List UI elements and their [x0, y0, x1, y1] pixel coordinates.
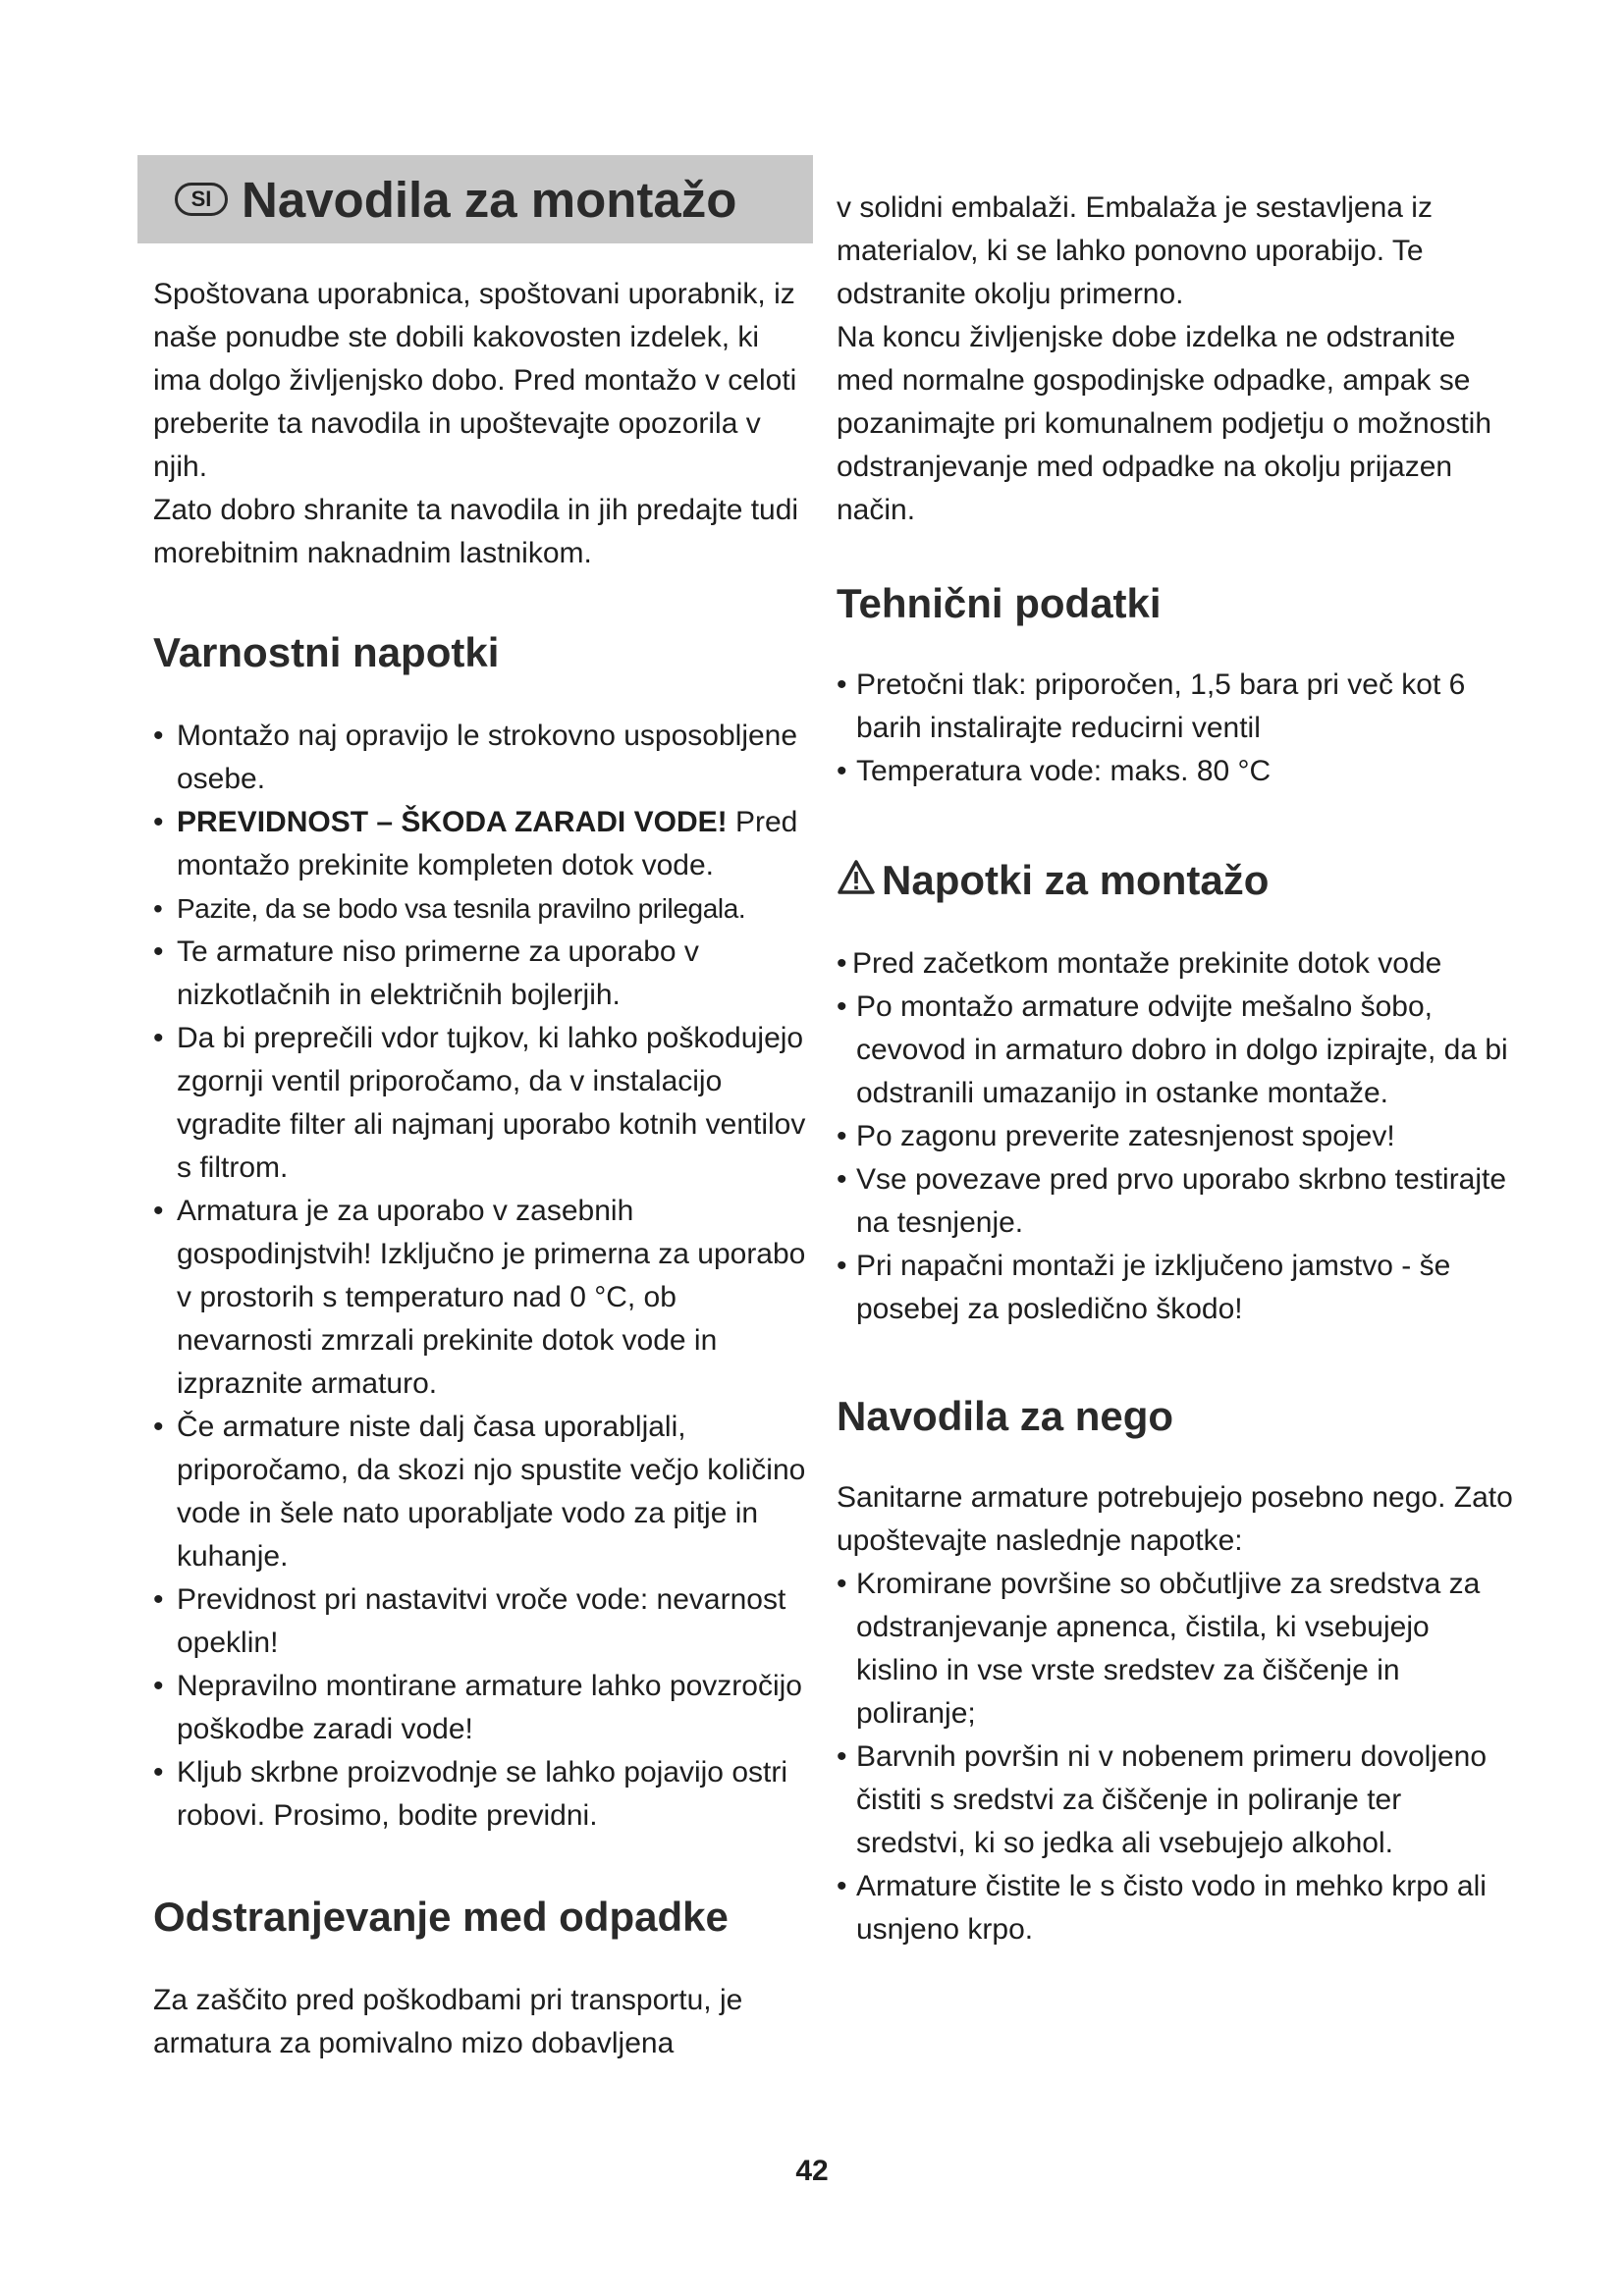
list-item: • Armature čistite le s čisto vodo in mehko krpo ali usnjeno krpo.	[837, 1870, 1487, 1946]
intro-paragraph: Zato dobro shranite ta navodila in jih predajte tudi morebitnim naknadnim lastnikom.	[153, 494, 799, 569]
list-item: • Vse povezave pred prvo uporabo skrbno testirajte na tesnjenje.	[837, 1163, 1507, 1239]
list-item: • PREVIDNOST – ŠKODA ZARADI VODE! Pred montažo prekinite kompleten dotok vode.	[153, 806, 798, 881]
mounting-heading: Napotki za montažo	[837, 856, 1514, 905]
title-banner	[137, 155, 813, 243]
left-column	[137, 155, 810, 2065]
safety-section	[137, 628, 810, 1838]
list-item: • Pred začetkom montaže prekinite dotok vode	[837, 947, 1442, 980]
list-item: • Te armature niso primerne za uporabo v nizkotlačnih in električnih bojlerjih.	[153, 935, 699, 1011]
disposal-heading: Odstranjevanje med odpadke	[153, 1894, 729, 1940]
intro-section	[137, 273, 810, 575]
intro-paragraph: Spoštovana uporabnica, spoštovani uporabnik, iz naše ponudbe ste dobili kakovosten izdelek, ki ima dolgo življenjsko dobo. Pred montažo v celoti preberite ta navodila in upoštevajte opozorila v njih.	[153, 278, 797, 483]
disposal-paragraph: Za zaščito pred poškodbami pri transportu, je armatura za pomivalno mizo dobavljena	[153, 1984, 743, 2059]
right-column	[837, 187, 1514, 1951]
list-item: • Po zagonu preverite zatesnjenost spojev!	[837, 1120, 1395, 1152]
list-item: • Kljub skrbne proizvodnje se lahko pojavijo ostri robovi. Prosimo, bodite previdni.	[153, 1756, 788, 1832]
list-item: • Previdnost pri nastavitvi vroče vode: nevarnost opeklin!	[153, 1583, 786, 1659]
page-number: 42	[795, 2155, 829, 2187]
care-heading: Navodila za nego	[837, 1393, 1174, 1439]
list-item: • Armatura je za uporabo v zasebnih gospodinjstvih! Izključno je primerna za uporabo v prostorih s temperaturo nad 0 °C, ob nevarnosti zmrzali prekinite dotok vode in izpraznite armaturo.	[153, 1195, 806, 1400]
disposal-section	[137, 1893, 810, 2065]
safety-heading: Varnostni napotki	[153, 629, 500, 675]
warning-text: PREVIDNOST – ŠKODA ZARADI VODE!	[177, 806, 728, 838]
list-item: • Pretočni tlak: priporočen, 1,5 bara pri več kot 6 barih instalirajte reducirni ventil	[837, 668, 1466, 744]
list-item: • Pri napačni montaži je izključeno jamstvo - še posebej za posledično škodo!	[837, 1250, 1451, 1325]
list-item: • Da bi preprečili vdor tujkov, ki lahko poškodujejo zgornji ventil priporočamo, da v instalacijo vgradite filter ali najmanj uporabo kotnih ventilov s filtrom.	[153, 1022, 806, 1184]
list-item: • Če armature niste dalj časa uporabljali, priporočamo, da skozi njo spustite večjo količino vode in šele nato uporabljate vodo za pitje in kuhanje.	[153, 1411, 806, 1573]
care-list	[837, 1563, 1514, 1951]
list-item: • Kromirane površine so občutljive za sredstva za odstranjevanje apnenca, čistila, ki vsebujejo kislino in vse vrste sredstev za čiščenje in poliranje;	[837, 1568, 1481, 1730]
disposal-paragraph-continued: v solidni embalaži. Embalaža je sestavljena iz materialov, ki se lahko ponovno uporabijo. Te odstranite okolju primerno.	[837, 191, 1433, 310]
warning-triangle-icon	[837, 858, 876, 897]
list-item: • Barvnih površin ni v nobenem primeru dovoljeno čistiti s sredstvi za čiščenje in poliranje ter sredstvi, ki so jedka ali vsebujejo alkohol.	[837, 1740, 1488, 1859]
list-item: • Temperatura vode: maks. 80 °C	[837, 755, 1272, 787]
language-badge: SI	[175, 183, 228, 216]
page-title: Navodila za montažo	[242, 171, 737, 228]
mounting-list	[837, 942, 1514, 1331]
tech-heading: Tehnični podatki	[837, 580, 1162, 626]
list-item: • Po montažo armature odvijte mešalno šobo, cevovod in armaturo dobro in dolgo izpirajte, da bi odstranili umazanijo in ostanke montaže.	[837, 990, 1508, 1109]
list-item: • Montažo naj opravijo le strokovno usposobljene osebe.	[153, 720, 798, 795]
tech-list	[837, 664, 1514, 793]
safety-list	[153, 715, 810, 1838]
disposal-paragraph-end: Na koncu življenjske dobe izdelka ne odstranite med normalne gospodinjske odpadke, ampak se pozanimajte pri komunalnem podjetju o možnostih odstranjevanje med odpadke na okolju prijazen način.	[837, 321, 1492, 526]
list-item: • Nepravilno montirane armature lahko povzročijo poškodbe zaradi vode!	[153, 1670, 802, 1745]
care-intro: Sanitarne armature potrebujejo posebno nego. Zato upoštevajte naslednje napotke:	[837, 1481, 1513, 1557]
list-item: • Pazite, da se bodo vsa tesnila pravilno prilegala.	[153, 893, 746, 924]
